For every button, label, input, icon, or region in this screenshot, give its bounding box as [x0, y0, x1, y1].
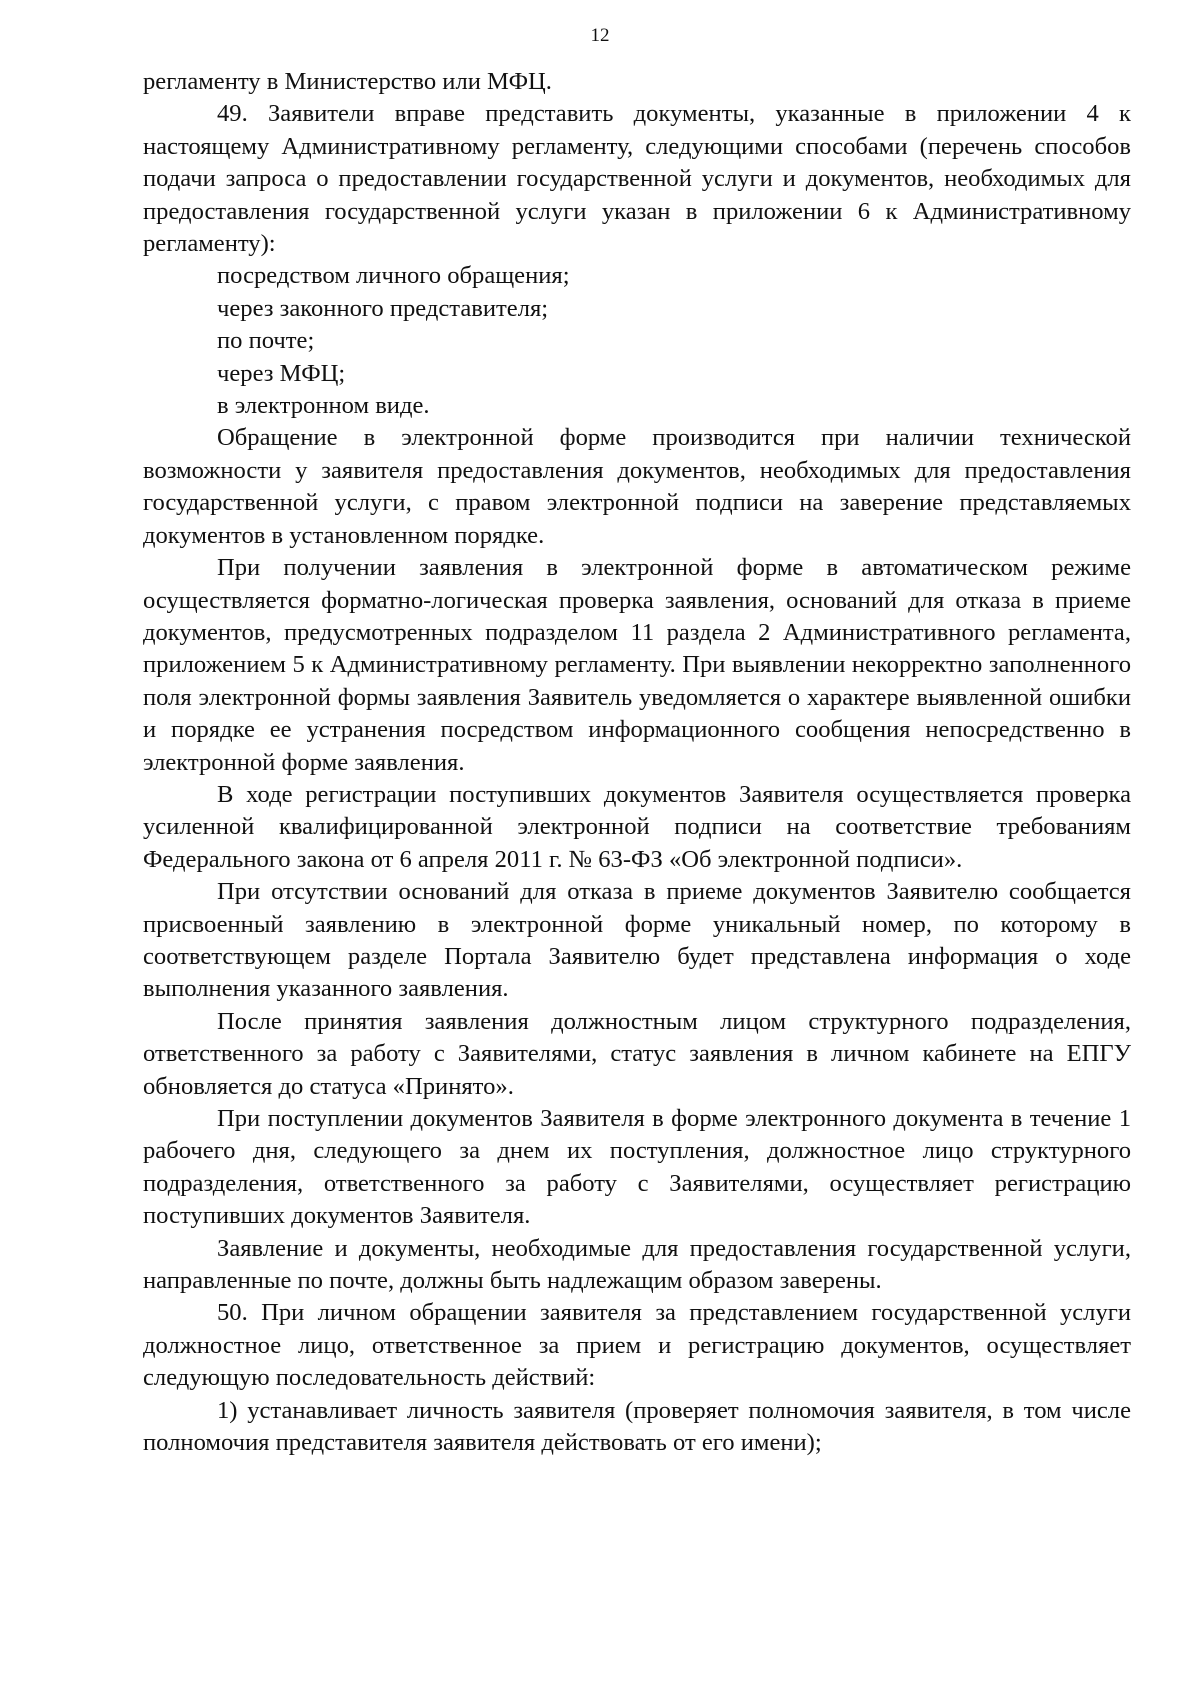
paragraph-electronic-appeal: Обращение в электронной форме производится при наличии технической возможности у заявителя предоставления документов, необходимых для предоставления государственной услуги, с правом электронной подписи на заверение представляемых документов в установленном порядке.: [143, 424, 1131, 549]
document-body: [143, 66, 1131, 1459]
list-item-personal-appeal: посредством личного обращения;: [217, 262, 570, 290]
list-item-via-mfc: через МФЦ;: [217, 359, 346, 387]
page-number: 12: [590, 25, 610, 46]
list-item-by-mail: по почте;: [217, 327, 315, 355]
paragraph-registration: При поступлении документов Заявителя в форме электронного документа в течение 1 рабочего дня, следующего за днем их поступления, должностное лицо структурного подразделения, ответственного за работу с Заявителями, осуществляет регистрацию поступивших документов Заявителя.: [143, 1105, 1131, 1230]
paragraph-identity-check: 1) устанавливает личность заявителя (проверяет полномочия заявителя, в том числе полномочия представителя заявителя действовать от его имени);: [143, 1396, 1131, 1457]
paragraph-signature-check: В ходе регистрации поступивших документов Заявителя осуществляется проверка усиленной квалифицированной электронной подписи на соответствие требованиям Федерального закона от 6 апреля 2011 г. № 63-ФЗ «Об электронной подписи».: [143, 780, 1131, 873]
paragraph-item-49: 49. Заявители вправе представить документы, указанные в приложении 4 к настоящему Административному регламенту, следующими способами (перечень способов подачи запроса о предоставлении государственной услуги и документов, необходимых для предоставления государственной услуги указан в приложении 6 к Административному регламенту):: [143, 100, 1131, 258]
list-item-legal-representative: через законного представителя;: [217, 294, 549, 322]
paragraph-unique-number: При отсутствии оснований для отказа в приеме документов Заявителю сообщается присвоенный заявлению в электронной форме уникальный номер, по которому в соответствующем разделе Портала Заявителю будет представлена информация о ходе выполнения указанного заявления.: [143, 878, 1131, 1003]
list-item-electronic: в электронном виде.: [217, 392, 430, 420]
paragraph-item-50: 50. При личном обращении заявителя за представлением государственной услуги должностное лицо, ответственное за прием и регистрацию документов, осуществляет следующую последовательность действий:: [143, 1299, 1131, 1392]
paragraph-format-check: При получении заявления в электронной форме в автоматическом режиме осуществляется форматно-логическая проверка заявления, оснований для отказа в приеме документов, предусмотренных подразделом 11 раздела 2 Административного регламента, приложением 5 к Административному регламенту. При выявлении некорректно заполненного поля электронной формы заявления Заявитель уведомляется о характере выявленной ошибки и порядке ее устранения посредством информационного сообщения непосредственно в электронной форме заявления.: [143, 554, 1131, 776]
paragraph-mail-certified: Заявление и документы, необходимые для предоставления государственной услуги, направленные по почте, должны быть надлежащим образом заверены.: [143, 1234, 1131, 1295]
paragraph-continuation: регламенту в Министерство или МФЦ.: [143, 68, 552, 95]
paragraph-status-accepted: После принятия заявления должностным лицом структурного подразделения, ответственного за работу с Заявителями, статус заявления в личном кабинете на ЕПГУ обновляется до статуса «Принято».: [143, 1007, 1131, 1100]
